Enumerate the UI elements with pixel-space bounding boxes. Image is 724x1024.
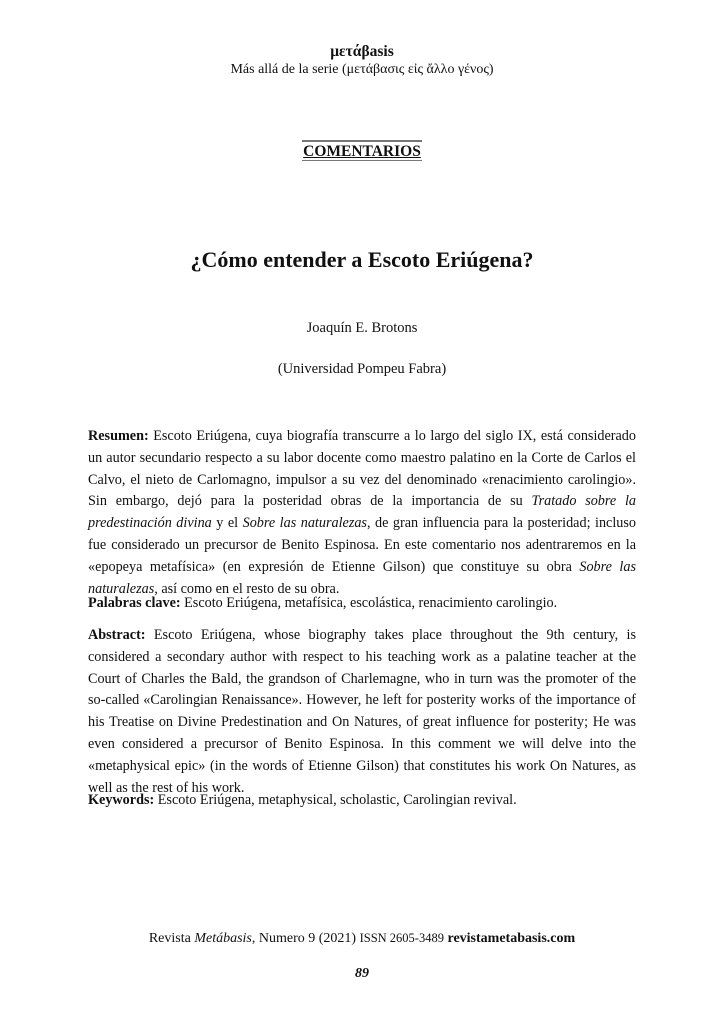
footer-prefix: Revista <box>148 931 195 946</box>
resumen-paragraph <box>88 426 636 600</box>
footer-issn: ISSN 2605-3489 <box>359 931 444 945</box>
footer-website: revistametabasis.com <box>447 931 576 946</box>
abstract-paragraph <box>88 625 636 799</box>
resumen-title-naturalezas: Sobre las naturalezas <box>242 515 367 532</box>
page-number: 89 <box>355 966 369 981</box>
keywords-label: Keywords: <box>88 792 155 808</box>
keywords-text: Escoto Eriúgena, metaphysical, scholastic, Carolingian revival. <box>154 792 517 808</box>
article-title: ¿Cómo entender a Escoto Eriúgena? <box>190 247 534 272</box>
footer-journal-name: Metábasis <box>194 931 252 946</box>
author-name: Joaquín E. Brotons <box>306 320 418 336</box>
palabras-clave-paragraph <box>88 593 636 615</box>
page-footer <box>0 929 724 948</box>
section-heading-label: COMENTARIOS <box>303 143 421 160</box>
palabras-clave-label: Palabras clave: <box>88 595 181 611</box>
resumen-title-predestinacion: Tratado sobre la predestinación divina <box>88 493 637 532</box>
journal-subtitle: Más allá de la serie (μετάβασις εἰς ἄλλο γένος) <box>230 62 494 77</box>
resumen-text: y el <box>211 515 243 532</box>
section-heading-wrap <box>0 140 724 161</box>
journal-name: μετάβasis <box>330 43 394 60</box>
author-affiliation: (Universidad Pompeu Fabra) <box>277 361 447 377</box>
keywords-paragraph <box>88 790 636 812</box>
palabras-clave-text: Escoto Eriúgena, metafísica, escolástica, renacimiento carolingio. <box>180 595 558 611</box>
resumen-text: Escoto Eriúgena, cuya biografía transcurre a lo largo del siglo IX, está considerado un autor secundario respecto a su labor docente como maestro palatino en la Corte de Carlos el Calvo, el nieto de Carlomagno, impulsor a su vez del denominado «renacimiento carolingio». Sin embargo, dejó para la posteridad obras de la importancia de su <box>88 428 636 510</box>
resumen-label: Resumen: <box>88 428 149 444</box>
abstract-text: Escoto Eriúgena, whose biography takes place throughout the 9th century, is considered a secondary author with respect to his teaching work as a palatine teacher at the Court of Charles the Bald, the grandson of Charlemagne, who in turn was the promoter of the so-called «Carolingian Renaissance». However, he left for posterity works of the importance of his Treatise on Divine Predestination and On Natures, of great influence for posterity; He was even considered a precursor of Benito Espinosa. In this comment we will delve into the «metaphysical epic» (in the words of Etienne Gilson) that constitutes his work On Natures, as well as the rest of his work. <box>88 627 636 796</box>
resumen-text: , así como en el resto de su obra. <box>154 580 340 597</box>
resumen-text: , de gran influencia para la posteridad; incluso fue considerado un precursor de Benito Espinosa. En este comentario nos adentraremos en la «epopeya metafísica» (en expresión de Etienne Gilson) que constituye su obra <box>88 515 636 575</box>
resumen-title-naturalezas: Sobre las naturalezas <box>88 558 636 597</box>
section-heading <box>302 140 422 161</box>
footer-issue: , Numero 9 (2021) <box>251 931 360 946</box>
abstract-label: Abstract: <box>88 627 146 643</box>
